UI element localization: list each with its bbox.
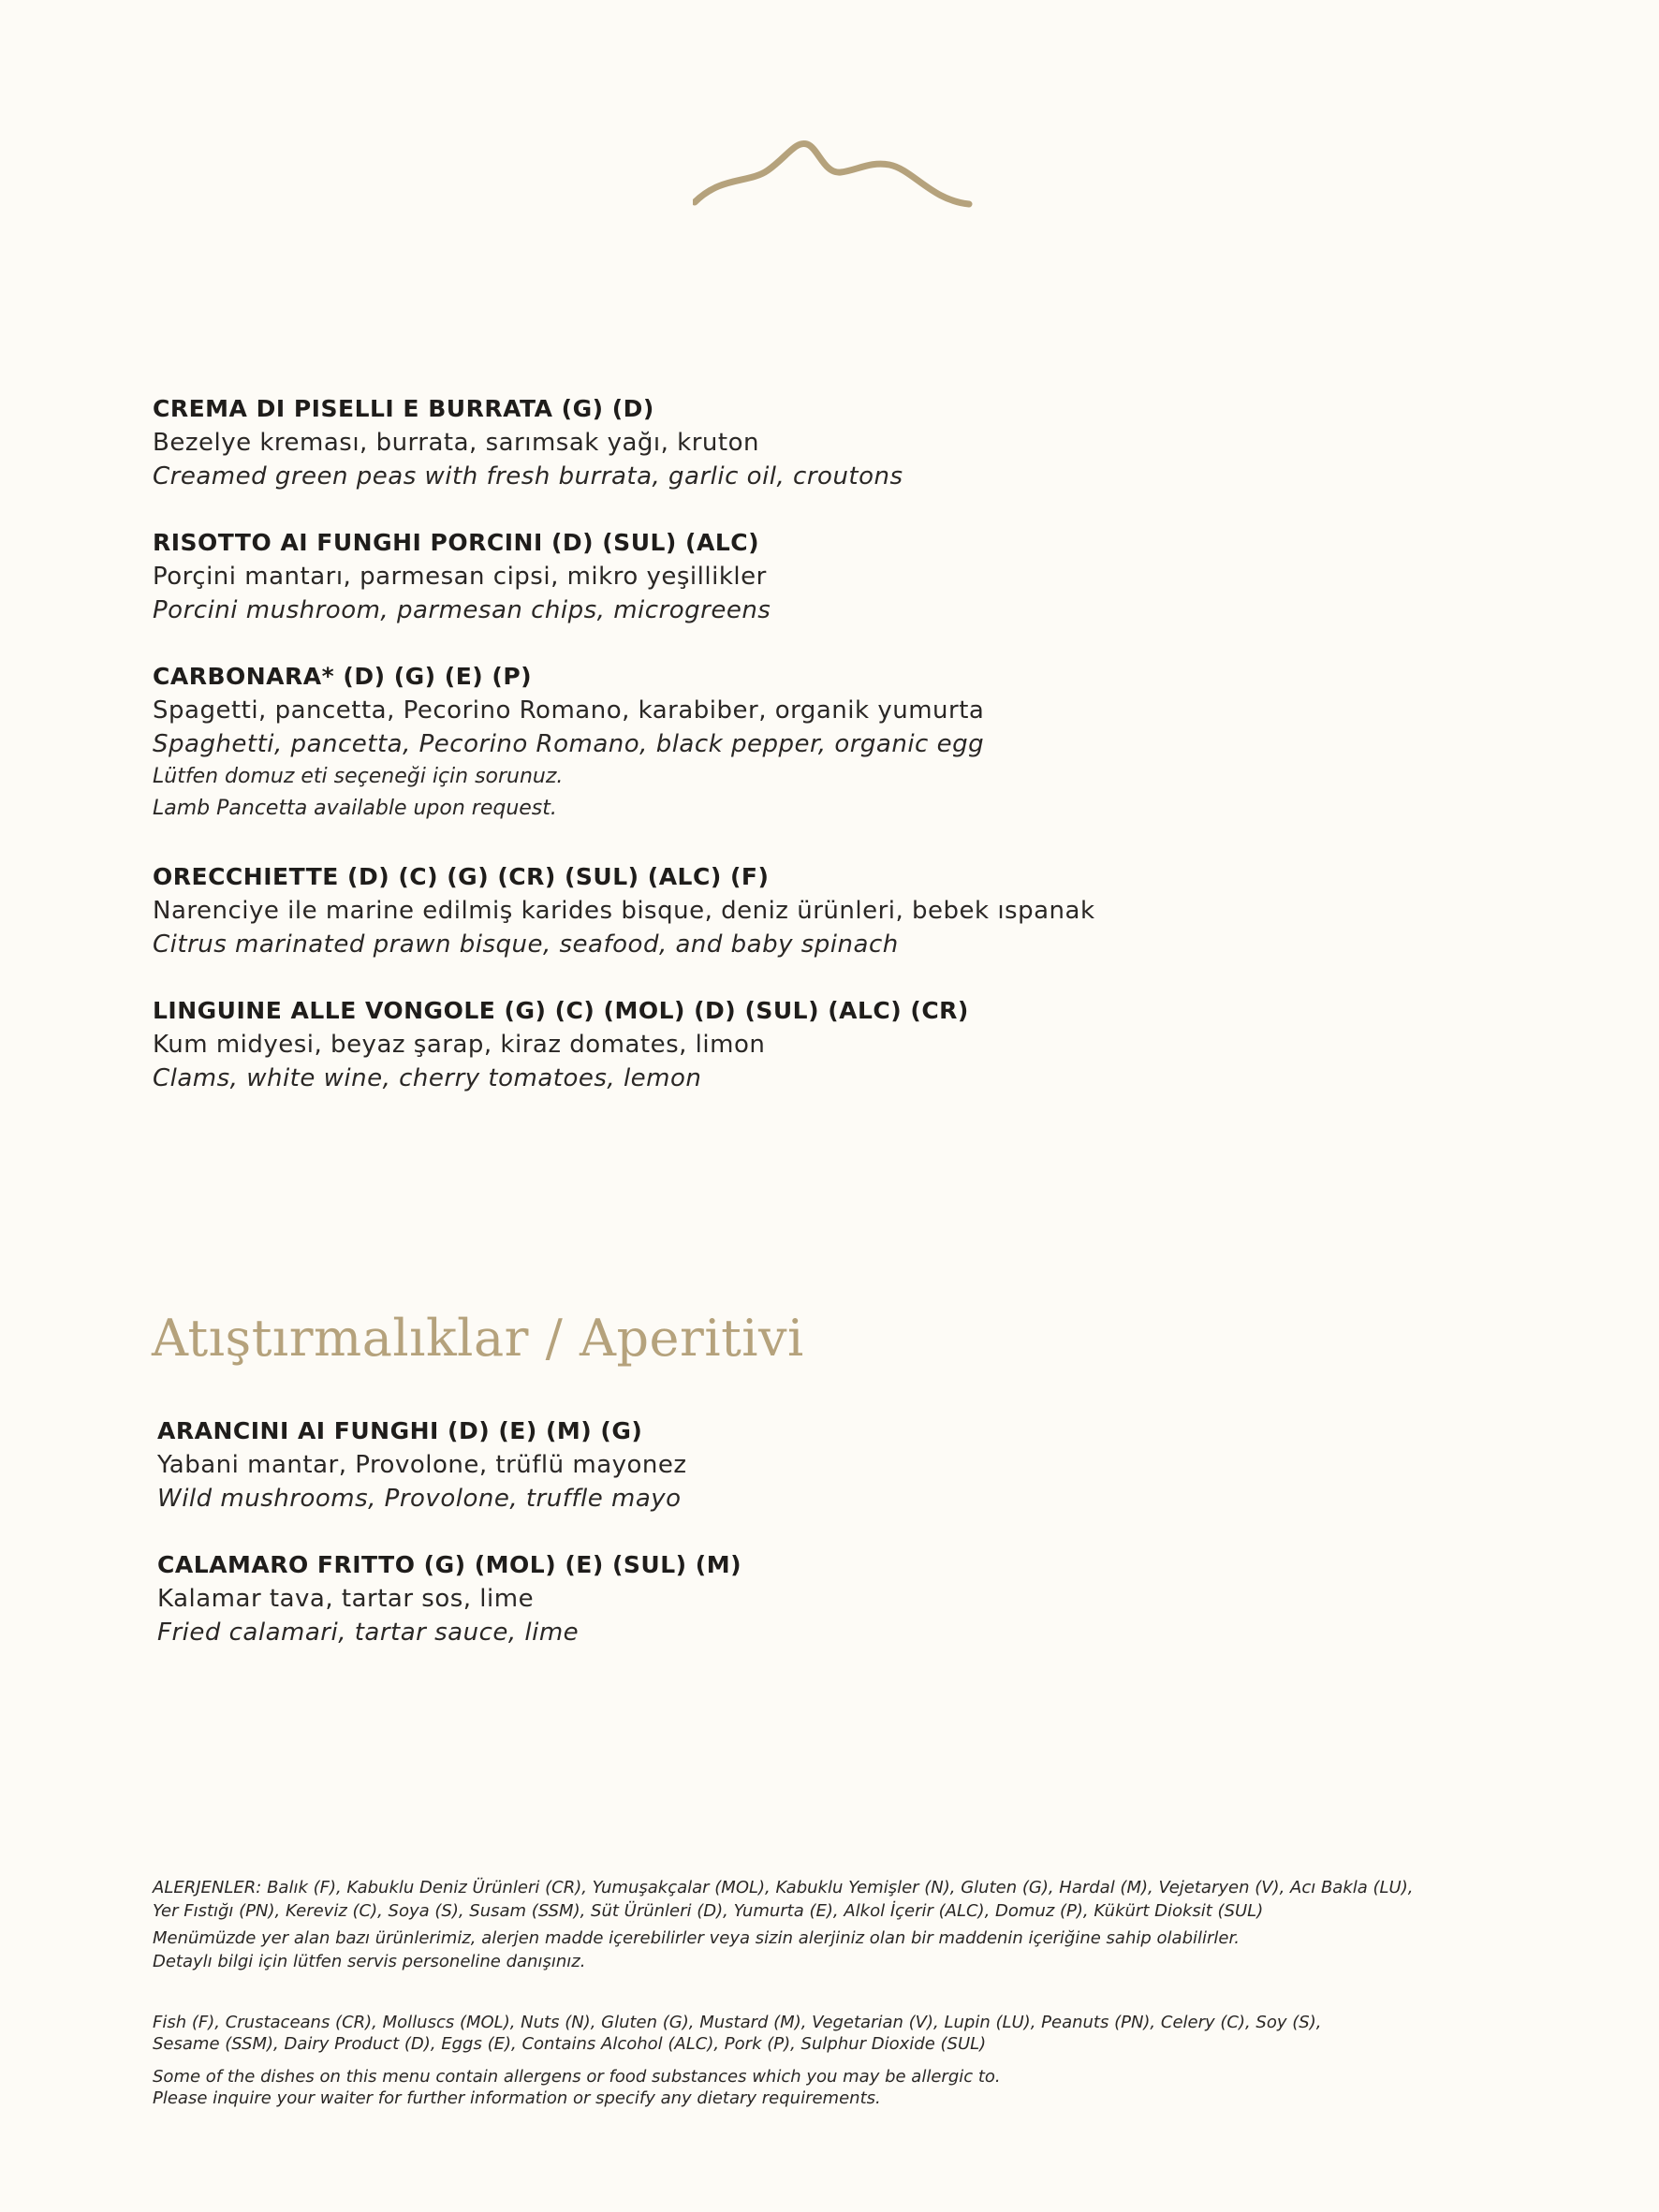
allergen-list-tr-line2: Yer Fıstığı (PN), Kereviz (C), Soya (S), Susam (SSM), Süt Ürünleri (D), Yumurta (E), Alkol İçerir (ALC), Domuz (P), Kükürt Dioksit (SUL) <box>153 1901 1264 1921</box>
allergen-note-en-line2: Please inquire your waiter for further information or specify any dietary requirements. <box>153 2088 881 2108</box>
dish-description-tr: Narenciye ile marine edilmiş karides bisque, deniz ürünleri, bebek ıspanak <box>153 897 1095 925</box>
dish-description-tr: Spagetti, pancetta, Pecorino Romano, karabiber, organik yumurta <box>153 696 985 725</box>
dish-description-tr: Yabani mantar, Provolone, trüflü mayonez <box>157 1451 687 1479</box>
menu-item-risotto <box>153 526 771 627</box>
dish-note-en: Lamb Pancetta available upon request. <box>153 797 557 820</box>
dish-name: CREMA DI PISELLI E BURRATA (G) (D) <box>153 395 654 422</box>
dish-description-tr: Porçini mantarı, parmesan cipsi, mikro yeşillikler <box>153 563 767 591</box>
allergen-note-tr-line1: Menümüzde yer alan bazı ürünlerimiz, alerjen madde içerebilirler veya sizin alerjiniz olan bir maddenin içeriğine sahip olabilirler. <box>153 1928 1240 1948</box>
menu-item-arancini <box>157 1414 687 1516</box>
dish-description-en: Porcini mushroom, parmesan chips, microgreens <box>153 596 771 624</box>
section-title-aperitivi: Atıştırmalıklar / Aperitivi <box>152 1309 804 1368</box>
dish-name: LINGUINE ALLE VONGOLE (G) (C) (MOL) (D) (SUL) (ALC) (CR) <box>153 997 969 1024</box>
dish-description-en: Clams, white wine, cherry tomatoes, lemon <box>153 1064 702 1092</box>
dish-note-tr: Lütfen domuz eti seçeneği için sorunuz. <box>153 765 564 788</box>
dish-description-en: Wild mushrooms, Provolone, truffle mayo <box>157 1485 682 1513</box>
dish-description-tr: Bezelye kreması, burrata, sarımsak yağı, kruton <box>153 429 759 457</box>
menu-item-crema-di-piselli <box>153 392 903 493</box>
dish-name: ARANCINI AI FUNGHI (D) (E) (M) (G) <box>157 1417 643 1444</box>
dish-description-tr: Kalamar tava, tartar sos, lime <box>157 1585 535 1613</box>
allergen-list-en-line2: Sesame (SSM), Dairy Product (D), Eggs (E), Contains Alcohol (ALC), Pork (P), Sulphur Dioxide (SUL) <box>153 2034 987 2054</box>
dish-description-en: Spaghetti, pancetta, Pecorino Romano, black pepper, organic egg <box>153 730 985 758</box>
dish-description-en: Creamed green peas with fresh burrata, garlic oil, croutons <box>153 462 903 491</box>
dish-description-en: Citrus marinated prawn bisque, seafood, and baby spinach <box>153 930 899 959</box>
allergen-list-en-line1: Fish (F), Crustaceans (CR), Molluscs (MOL), Nuts (N), Gluten (G), Mustard (M), Vegetarian (V), Lupin (LU), Peanuts (PN), Celery (C), Soy (S), <box>153 2013 1322 2032</box>
dish-name: RISOTTO AI FUNGHI PORCINI (D) (SUL) (ALC) <box>153 529 760 556</box>
dish-description-en: Fried calamari, tartar sauce, lime <box>157 1619 580 1647</box>
allergen-note-tr-line2: Detaylı bilgi için lütfen servis personeline danışınız. <box>153 1952 586 1971</box>
dish-name: ORECCHIETTE (D) (C) (G) (CR) (SUL) (ALC) (F) <box>153 863 770 890</box>
menu-item-calamaro <box>157 1548 741 1649</box>
dish-name: CALAMARO FRITTO (G) (MOL) (E) (SUL) (M) <box>157 1551 742 1578</box>
menu-item-linguine <box>153 994 969 1095</box>
allergen-list-tr-line1: ALERJENLER: Balık (F), Kabuklu Deniz Ürünleri (CR), Yumuşakçalar (MOL), Kabuklu Yemişler (N), Gluten (G), Hardal (M), Vejetaryen (V), Acı Bakla (LU), <box>153 1878 1414 1897</box>
dish-description-tr: Kum midyesi, beyaz şarap, kiraz domates, limon <box>153 1031 766 1059</box>
mountain-wave-icon <box>693 139 974 213</box>
menu-item-orecchiette <box>153 860 1095 961</box>
menu-item-carbonara <box>153 660 984 825</box>
allergen-note-en-line1: Some of the dishes on this menu contain allergens or food substances which you may be allergic to. <box>153 2067 1001 2087</box>
dish-name: CARBONARA* (D) (G) (E) (P) <box>153 663 533 690</box>
